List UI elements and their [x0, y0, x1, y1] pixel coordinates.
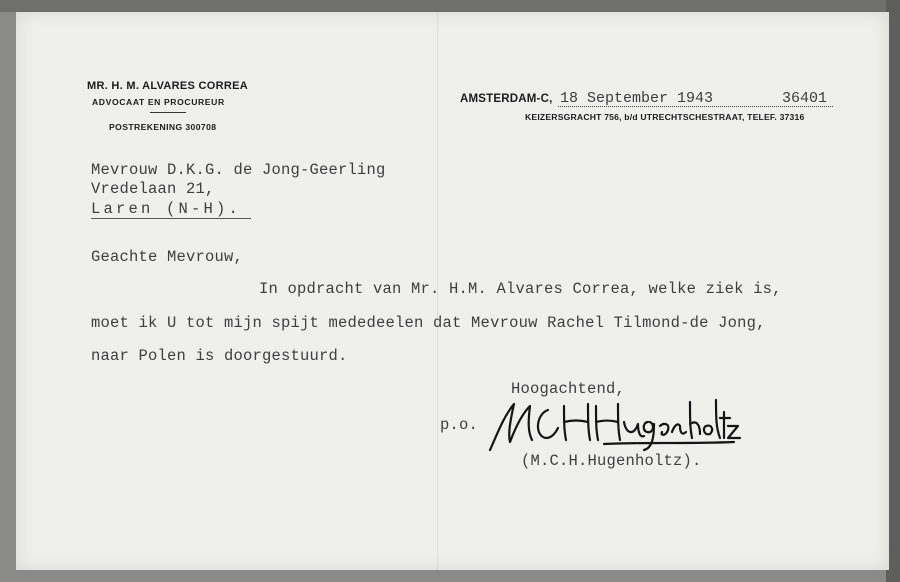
letterhead-divider	[150, 112, 186, 113]
background-edge-top	[0, 0, 900, 12]
letter-date: 18 September 1943	[560, 90, 714, 107]
signer-name: (M.C.H.Hugenholtz).	[521, 452, 702, 470]
letterhead-address: KEIZERSGRACHT 756, b/d UTRECHTSCHESTRAAT, TELEF. 37316	[525, 112, 805, 122]
recipient-street: Vredelaan 21,	[91, 180, 215, 198]
letterhead-postal-account: POSTREKENING 300708	[109, 122, 217, 132]
closing: Hoogachtend,	[511, 380, 626, 398]
body-line-3: naar Polen is doorgestuurd.	[91, 347, 348, 365]
letter-reference-number: 36401	[782, 90, 828, 107]
recipient-town: Laren (N-H).	[91, 200, 242, 218]
per-order-label: p.o.	[440, 416, 479, 434]
letterhead-name: MR. H. M. ALVARES CORREA	[87, 80, 248, 92]
body-line-2: moet ik U tot mijn spijt mededeelen dat Mevrouw Rachel Tilmond-de Jong,	[91, 314, 766, 332]
handwritten-signature	[484, 392, 744, 456]
recipient-town-underline	[91, 218, 251, 219]
body-line-1: In opdracht van Mr. H.M. Alvares Correa, welke ziek is,	[259, 280, 782, 298]
letterhead-profession: ADVOCAAT EN PROCUREUR	[92, 97, 225, 107]
salutation: Geachte Mevrouw,	[91, 248, 244, 266]
letterhead-city: AMSTERDAM-C,	[460, 93, 553, 105]
recipient-name: Mevrouw D.K.G. de Jong-Geerling	[91, 161, 386, 179]
